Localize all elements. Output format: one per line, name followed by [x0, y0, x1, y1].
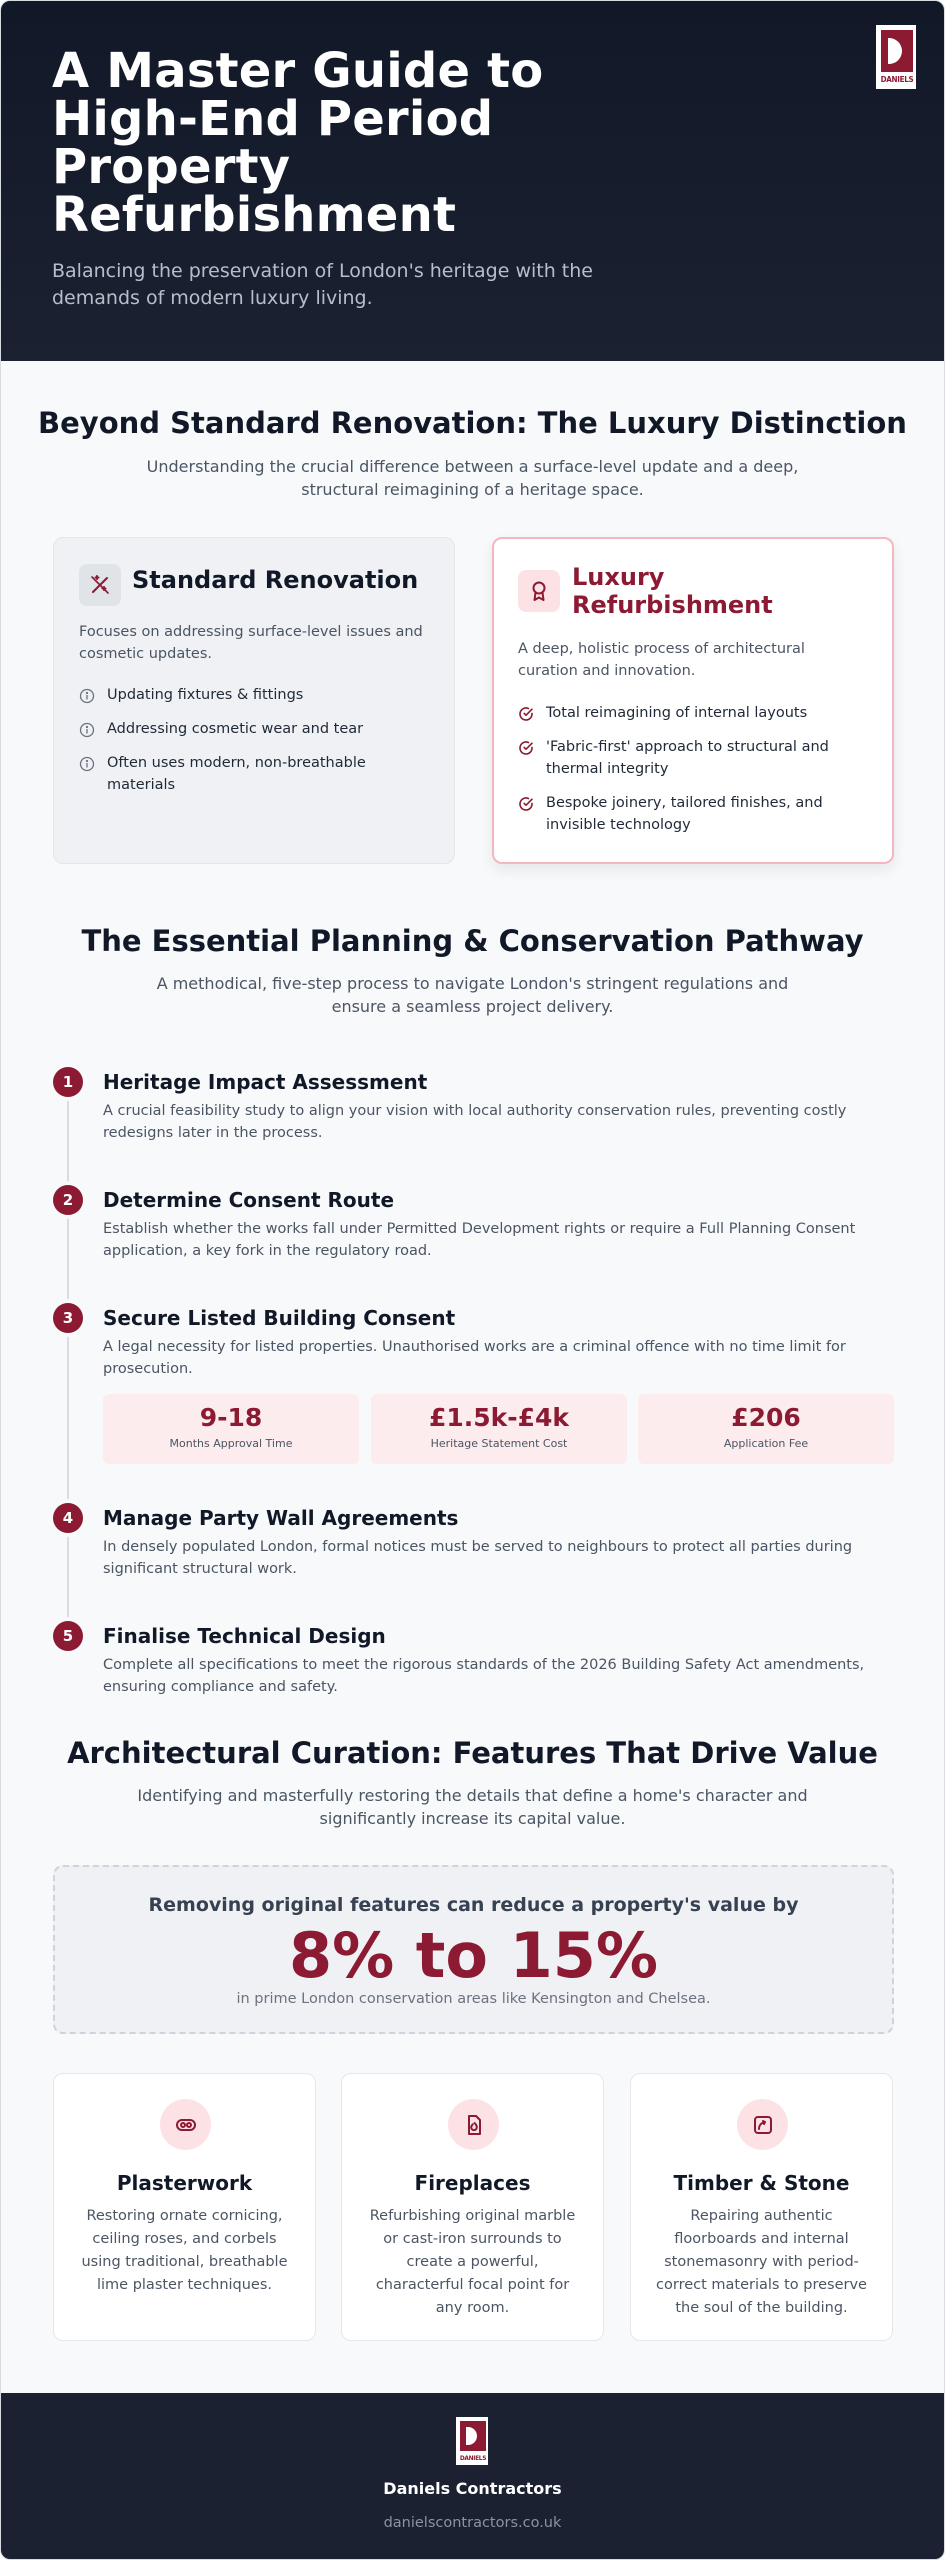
stat-label: Months Approval Time [169, 1437, 293, 1450]
list-item-text: Addressing cosmetic wear and tear [107, 721, 364, 737]
stat-value: 9-18 [199, 1403, 263, 1432]
list-item-text: 'Fabric-first' approach to structural and thermal integrity [546, 739, 829, 777]
list-item-text: Total reimagining of internal layouts [546, 705, 808, 721]
step-number-badge: 1 [53, 1067, 83, 1097]
list-item [79, 752, 429, 796]
stat-card [371, 1394, 627, 1464]
list-item [518, 792, 868, 836]
check-circle-icon [518, 796, 534, 812]
step-title: Heritage Impact Assessment [103, 1070, 428, 1094]
feature-description: Restoring ornate cornicing, ceiling roses, and corbels using traditional, breathable lime plaster techniques. [81, 2208, 288, 2293]
callout-note: in prime London conservation areas like Kensington and Chelsea. [236, 1991, 711, 2007]
step-title: Secure Listed Building Consent [103, 1306, 456, 1330]
list-item [79, 684, 429, 706]
stat-card [103, 1394, 359, 1464]
callout-lead: Removing original features can reduce a property's value by [148, 1894, 799, 1916]
stat-value: £206 [731, 1403, 801, 1432]
pathway-subtitle: A methodical, five-step process to navigate London's stringent regulations and ensure a seamless project delivery. [156, 974, 789, 1016]
feature-title: Fireplaces [414, 2171, 531, 2195]
feature-card-timber-stone [630, 2073, 893, 2341]
hero-banner [1, 1, 944, 361]
standard-card-title: Standard Renovation [132, 566, 419, 594]
step-number-badge: 3 [53, 1303, 83, 1333]
step-number-badge: 5 [53, 1621, 83, 1651]
footer-logo [456, 2417, 488, 2465]
feature-title: Timber & Stone [673, 2171, 850, 2195]
list-item [518, 702, 868, 724]
value-callout [53, 1865, 894, 2034]
info-circle-icon [79, 756, 95, 772]
list-item-text: Updating fixtures & fittings [107, 687, 304, 703]
feature-description: Refurbishing original marble or cast-iron surrounds to create a powerful, characterful focal point for any room. [369, 2208, 576, 2316]
step-title: Finalise Technical Design [103, 1624, 386, 1648]
luxury-card-title: Luxury Refurbishment [572, 563, 773, 619]
footer-website-link[interactable]: danielscontractors.co.uk [383, 2515, 562, 2531]
feature-card-plasterwork [53, 2073, 316, 2341]
footer-company-name: Daniels Contractors [383, 2479, 562, 2498]
info-circle-icon [79, 688, 95, 704]
timeline-line [67, 1081, 69, 1636]
stat-card [638, 1394, 894, 1464]
luxury-refurbishment-card [492, 537, 894, 864]
floorboard-stone-icon [737, 2099, 788, 2150]
step-number-badge: 2 [53, 1185, 83, 1215]
broken-wand-icon [79, 564, 121, 606]
list-item-text: Often uses modern, non-breathable materials [107, 755, 366, 793]
standard-card-list [79, 684, 429, 808]
step-description: Complete all specifications to meet the rigorous standards of the 2026 Building Safety Act amendments, ensuring compliance and safety. [103, 1657, 865, 1695]
pathway-heading: The Essential Planning & Conservation Pathway [81, 924, 864, 958]
step-description: A legal necessity for listed properties. Unauthorised works are a criminal offence with no time limit for prosecution. [103, 1339, 846, 1377]
stat-label: Heritage Statement Cost [430, 1437, 568, 1450]
hero-subtitle: Balancing the preservation of London's heritage with the demands of modern luxury living. [52, 260, 593, 309]
standard-card-description: Focuses on addressing surface-level issues and cosmetic updates. [79, 624, 423, 662]
feature-card-fireplaces [341, 2073, 604, 2341]
logo-wordmark: DANIELS [459, 2454, 487, 2462]
feature-description: Repairing authentic floorboards and internal stonemasonry with period-correct materials to preserve the soul of the building. [656, 2208, 867, 2316]
ornament-loop-icon [160, 2099, 211, 2150]
standard-renovation-card [53, 537, 455, 864]
stat-value: £1.5k-£4k [428, 1403, 570, 1432]
comparison-heading: Beyond Standard Renovation: The Luxury Distinction [38, 406, 907, 440]
award-ribbon-icon [518, 570, 560, 612]
step-description: Establish whether the works fall under Permitted Development rights or require a Full Planning Consent application, a key fork in the regulatory road. [103, 1221, 856, 1259]
feature-title: Plasterwork [116, 2171, 253, 2195]
check-circle-icon [518, 706, 534, 722]
daniels-d-logo-icon [460, 2421, 486, 2451]
stat-label: Application Fee [723, 1437, 809, 1450]
comparison-subtitle: Understanding the crucial difference between a surface-level update and a deep, structural reimagining of a heritage space. [146, 457, 799, 499]
step-title: Determine Consent Route [103, 1188, 395, 1212]
consent-stats [103, 1394, 894, 1464]
info-circle-icon [79, 722, 95, 738]
footer [1, 2393, 944, 2560]
fireplace-flame-icon [448, 2099, 499, 2150]
step-description: A crucial feasibility study to align your vision with local authority conservation rules, preventing costly redesigns later in the process. [103, 1103, 847, 1141]
list-item [79, 718, 429, 740]
check-circle-icon [518, 740, 534, 756]
callout-value: 8% to 15% [288, 1919, 659, 1992]
luxury-card-description: A deep, holistic process of architectural curation and innovation. [518, 641, 805, 679]
logo-wordmark: DANIELS [880, 75, 914, 84]
list-item-text: Bespoke joinery, tailored finishes, and invisible technology [546, 795, 823, 833]
features-heading: Architectural Curation: Features That Drive Value [67, 1736, 878, 1770]
daniels-logo [876, 25, 916, 89]
list-item [518, 736, 868, 780]
luxury-card-list [518, 702, 868, 848]
step-title: Manage Party Wall Agreements [103, 1506, 459, 1530]
step-number-badge: 4 [53, 1503, 83, 1533]
daniels-d-logo-icon [881, 30, 913, 72]
step-description: In densely populated London, formal notices must be served to neighbours to protect all parties during significant structural work. [103, 1539, 853, 1577]
features-subtitle: Identifying and masterfully restoring the details that define a home's character and significantly increase its capital value. [137, 1786, 808, 1828]
page-title: A Master Guide to High-End Period Property Refurbishment [52, 43, 544, 243]
